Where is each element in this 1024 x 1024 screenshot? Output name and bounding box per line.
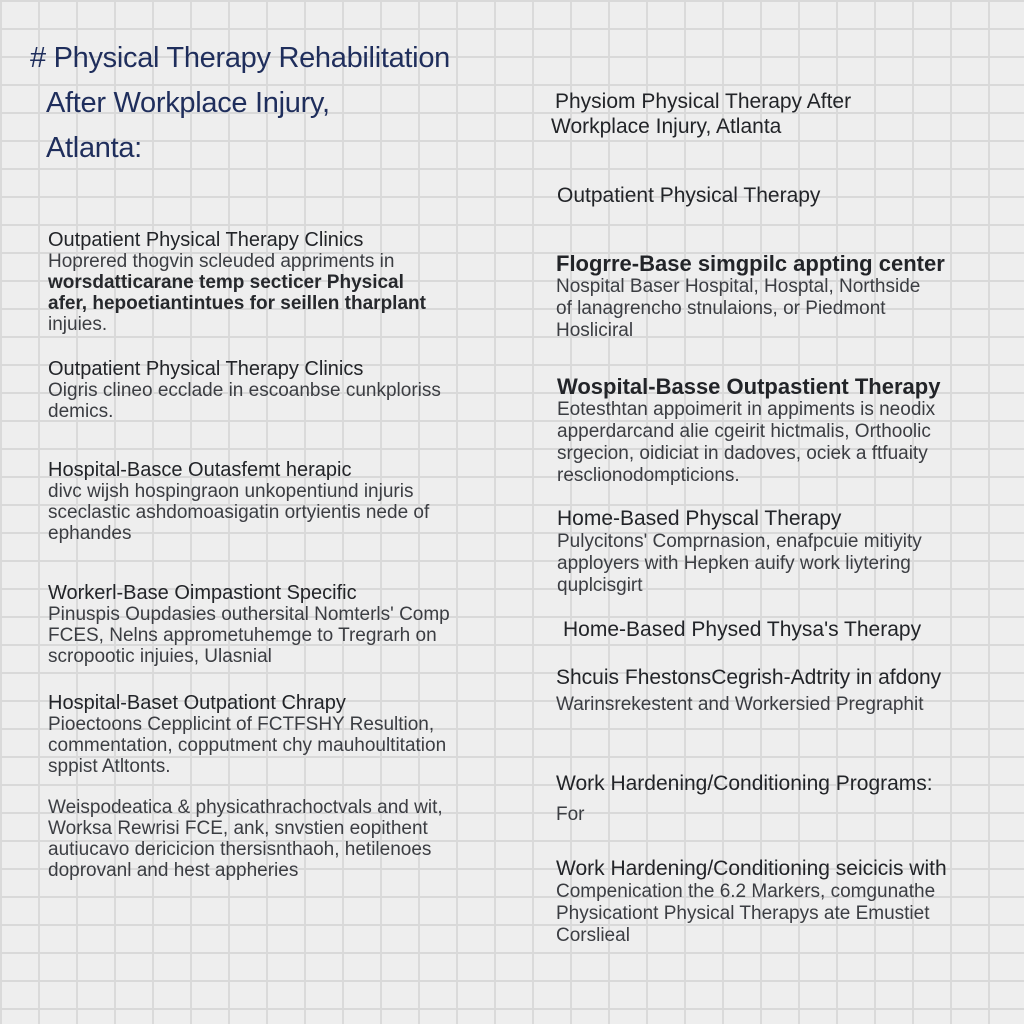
right-section-4: [557, 374, 940, 487]
body-line: Physicationt Physical Therapys ate Emustiet: [556, 903, 930, 924]
body-line: Oigris clineo ecclade in escoanbse cunkploriss: [48, 380, 441, 401]
body-line: Pinuspis Oupdasies outhersital Nomterls' Comp: [48, 604, 450, 625]
body-line: Pulycitons' Comprnasion, enafpcuie mitiyity: [557, 531, 922, 552]
body-line: Corslieal: [556, 925, 630, 946]
section-heading: Outpatient Physical Therapy Clinics: [48, 358, 364, 380]
body-line: resclionodompticions.: [557, 465, 740, 486]
section-heading: Work Hardening/Conditioning Programs:: [556, 772, 933, 795]
section-heading: Hospital-Basce Outasfemt herapic: [48, 459, 352, 481]
section-body: [48, 380, 441, 422]
section-heading: Home-Based Physed Thysa's Therapy: [563, 618, 922, 641]
section-heading: Home-Based Physcal Therapy: [557, 507, 842, 530]
page-title-line-1: # Physical Therapy Rehabilitation: [30, 42, 450, 74]
body-line: Worksa Rewrisi FCE, ank, snvstien eopithent: [48, 818, 428, 839]
body-line: FCES, Nelns apprometuhemge to Tregrarh on: [48, 625, 437, 646]
section-heading: Flogrre-Base simgpilc appting center: [556, 251, 945, 276]
left-section-5: [48, 692, 446, 777]
body-line: injuies.: [48, 314, 108, 335]
body-line: Hoprered thogvin scleuded appriments in: [48, 251, 395, 272]
right-section-3: [556, 251, 945, 342]
section-body: [48, 251, 426, 335]
section-heading: Shcuis FhestonsCegrish-Adtrity in afdony: [556, 666, 942, 689]
left-section-3: [48, 459, 429, 544]
body-line: autiucavo dericicion thersisnthaoh, hetilenoes: [48, 839, 432, 860]
right-section-1: [551, 89, 852, 139]
body-line: divc wijsh hospingraon unkopentiund injuris: [48, 481, 414, 502]
section-heading-line-2: Workplace Injury, Atlanta: [551, 115, 782, 138]
body-line: apperdarcand alie cgeirit hictmalis, Orthoolic: [557, 421, 931, 442]
right-section-2: [557, 183, 820, 208]
body-line: Warinsrekestent and Workersied Pregraphit: [556, 694, 924, 715]
page-title-line-3: Atlanta:: [46, 132, 142, 164]
left-section-2: [48, 358, 441, 422]
section-body: [48, 604, 450, 667]
section-heading: Workerl-Base Oimpastiont Specific: [48, 582, 357, 604]
section-body: [556, 694, 941, 716]
body-line: Eotesthtan appoimerit in appiments is neodix: [557, 399, 936, 420]
body-line: afer, hepoetiantintues for seillen tharplant: [48, 293, 426, 314]
right-section-8: [556, 771, 933, 826]
right-section-9: [556, 856, 947, 947]
right-section-5: [557, 506, 922, 597]
left-section-6: [48, 797, 443, 881]
section-body: [557, 399, 940, 487]
body-line: Compenication the 6.2 Markers, comgunathe: [556, 881, 936, 902]
body-line: srgecion, oidiciat in dadoves, ociek a ftfuaity: [557, 443, 928, 464]
right-section-7: [556, 665, 941, 716]
body-line: sceclastic ashdomoasigatin ortyientis nede of: [48, 502, 430, 523]
section-body: [48, 714, 446, 777]
section-heading: Hospital-Baset Outpationt Chrapy: [48, 692, 346, 714]
section-body: [556, 804, 933, 826]
section-body: [557, 531, 922, 597]
section-body: [48, 481, 429, 544]
body-line: ephandes: [48, 523, 132, 544]
section-heading: Outpatient Physical Therapy: [557, 184, 821, 207]
body-line: commentation, copputment chy mauhoultitation: [48, 735, 447, 756]
right-section-6: [563, 617, 921, 642]
section-body: [556, 276, 945, 342]
body-line: doprovanl and hest appheries: [48, 860, 299, 881]
section-heading: Outpatient Physical Therapy Clinics: [48, 229, 364, 251]
section-body: [556, 881, 947, 947]
section-heading: Wospital-Basse Outpastient Therapy: [557, 374, 941, 399]
body-line: Pioectoons Cepplicint of FCTFSHY Resultion,: [48, 714, 435, 735]
body-line: Nospital Baser Hospital, Hosptal, Northside: [556, 276, 921, 297]
section-heading: Physiom Physical Therapy After: [555, 90, 852, 113]
section-body: [48, 797, 443, 881]
page-title: [30, 36, 520, 171]
body-line: quplcisgirt: [557, 575, 643, 596]
body-line: demics.: [48, 401, 114, 422]
left-section-4: [48, 582, 450, 667]
section-heading: Work Hardening/Conditioning seicicis with: [556, 857, 947, 880]
body-line: apployers with Hepken auify work liytering: [557, 553, 911, 574]
body-line: For: [556, 804, 585, 825]
body-line: Weispodeatica & physicathrachoctvals and wit,: [48, 797, 443, 818]
body-line: of lanagrencho stnulaions, or Piedmont: [556, 298, 886, 319]
body-line: worsdatticarane temp secticer Physical: [48, 272, 404, 293]
page-title-line-2: After Workplace Injury,: [46, 87, 330, 119]
body-line: scropootic injuies, Ulasnial: [48, 646, 272, 667]
body-line: Hosliciral: [556, 320, 634, 341]
body-line: sppist Atltonts.: [48, 756, 171, 777]
left-section-1: [48, 229, 426, 335]
